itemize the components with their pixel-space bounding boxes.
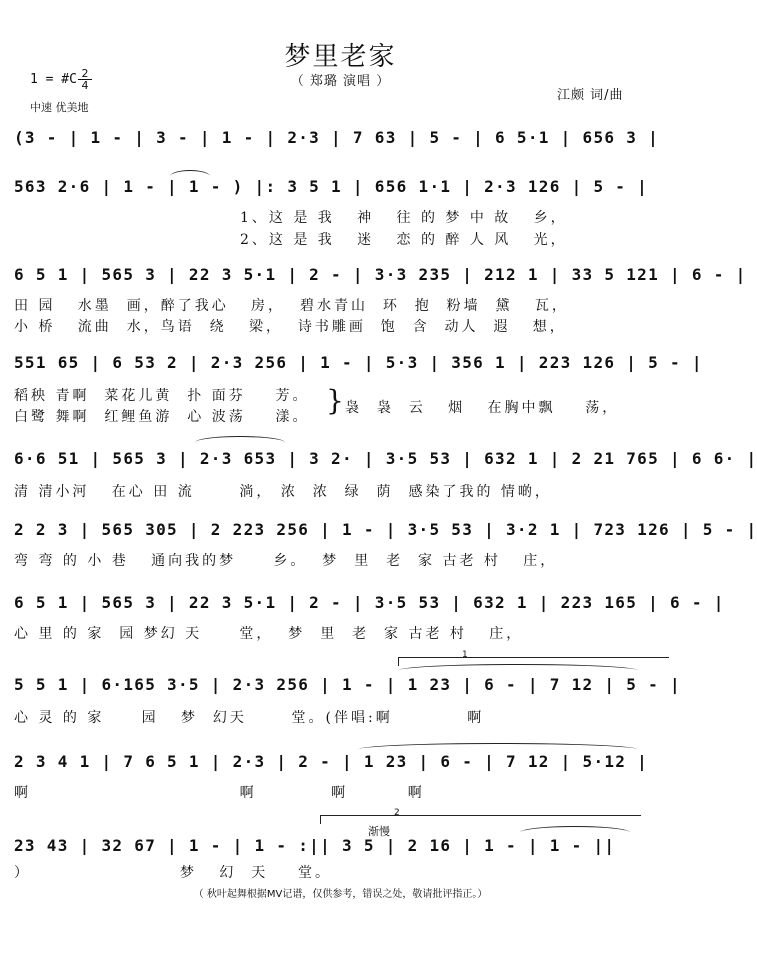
lyric-line-12: 啊 啊 啊 啊 [14,785,425,801]
slur-mark [358,743,638,756]
lyric-brace: } [326,384,344,417]
singer-line: （ 郑璐 演唱 ） [290,74,391,89]
footer-note: （ 秋叶起舞根据MV记谱，仅供参考，错误之处，敬请批评指正。） [193,889,488,900]
notation-line-9: 2 3 4 1 | 7 6 5 1 | 2·3 | 2 - | 1 23 | 6 - | 7 12 | 5·12 | [14,752,649,771]
lyric-line-13: ） 梦 幻 天 堂。 [14,865,333,881]
lyric-line-6: 白鹭 舞啊 红鲤鱼游 心 波荡 漾。 [14,409,310,425]
lyric-line-9: 弯 弯 的 小 巷 通向我的梦 乡。 梦 里 老 家 古老 村 庄， [14,553,558,569]
notation-line-4: 551 65 | 6 53 2 | 2·3 256 | 1 - | 5·3 | 356 1 | 223 126 | 5 - | [14,353,703,372]
lyric-line-4: 小 桥 流曲 水，鸟语 绕 梁， 诗书雕画 饱 含 动人 遐 想， [14,319,567,335]
ritardando-marking: 渐慢 [368,825,390,838]
lyric-line-8: 清 清小河 在心 田 流 淌， 浓 浓 绿 荫 感染了我的 情啲， [14,484,552,500]
lyric-line-3: 田 园 水墨 画，醉了我心 房， 碧水青山 环 抱 粉墙 黛 瓦， [14,298,569,314]
song-title: 梦里老家 [284,42,397,72]
slur-mark [195,436,285,449]
lyric-line-7: 袅 袅 云 烟 在胸中飘 荡， [345,400,620,416]
slur-mark [520,826,630,839]
notation-line-2: 563 2·6 | 1 - | 1 - ) |: 3 5 1 | 656 1·1 | 2·3 126 | 5 - | [14,177,649,196]
tempo-marking: 中速 优美地 [30,101,89,114]
time-signature-bottom: 4 [81,79,89,92]
notation-line-3: 6 5 1 | 565 3 | 22 3 5·1 | 2 - | 3·3 235 | 212 1 | 33 5 121 | 6 - | [14,265,747,284]
key-signature: 1 = #C [30,72,77,87]
notation-line-10: 23 43 | 32 67 | 1 - | 1 - :|| 3 5 | 2 16 | 1 - | 1 - || [14,836,616,855]
time-signature [78,68,92,91]
lyric-line-11: 心 灵 的 家 园 梦 幻天 堂。(伴唱:啊 啊 [14,710,485,726]
notation-line-1: (3 - | 1 - | 3 - | 1 - | 2·3 | 7 63 | 5 - | 6 5·1 | 656 3 | [14,128,660,147]
notation-line-7: 6 5 1 | 565 3 | 22 3 5·1 | 2 - | 3·5 53 | 632 1 | 223 165 | 6 - | [14,593,725,612]
lyric-line-5: 稻秧 青啊 菜花儿黄 扑 面芬 芳。 [14,388,310,404]
volta-number-2: 2 [394,808,400,818]
notation-line-6: 2 2 3 | 565 305 | 2 223 256 | 1 - | 3·5 53 | 3·2 1 | 723 126 | 5 - | [14,520,757,539]
lyric-line-2: 2、这 是 我 迷 恋 的 醉 人 风 光， [240,232,568,248]
notation-line-5: 6·6 51 | 565 3 | 2·3 653 | 3 2· | 3·5 53 | 632 1 | 2 21 765 | 6 6· | [14,449,757,468]
slur-mark [398,664,638,677]
time-signature-top: 2 [78,68,92,80]
slur-mark [170,170,210,183]
notation-line-8: 5 5 1 | 6·165 3·5 | 2·3 256 | 1 - | 1 23 | 6 - | 7 12 | 5 - | [14,675,681,694]
credits: 江颇 词/曲 [557,88,624,103]
volta-number-1: 1 [462,650,468,660]
lyric-line-1: 1、这 是 我 神 往 的 梦 中 故 乡， [240,210,568,226]
lyric-line-10: 心 里 的 家 园 梦幻 天 堂， 梦 里 老 家 古老 村 庄， [14,626,524,642]
